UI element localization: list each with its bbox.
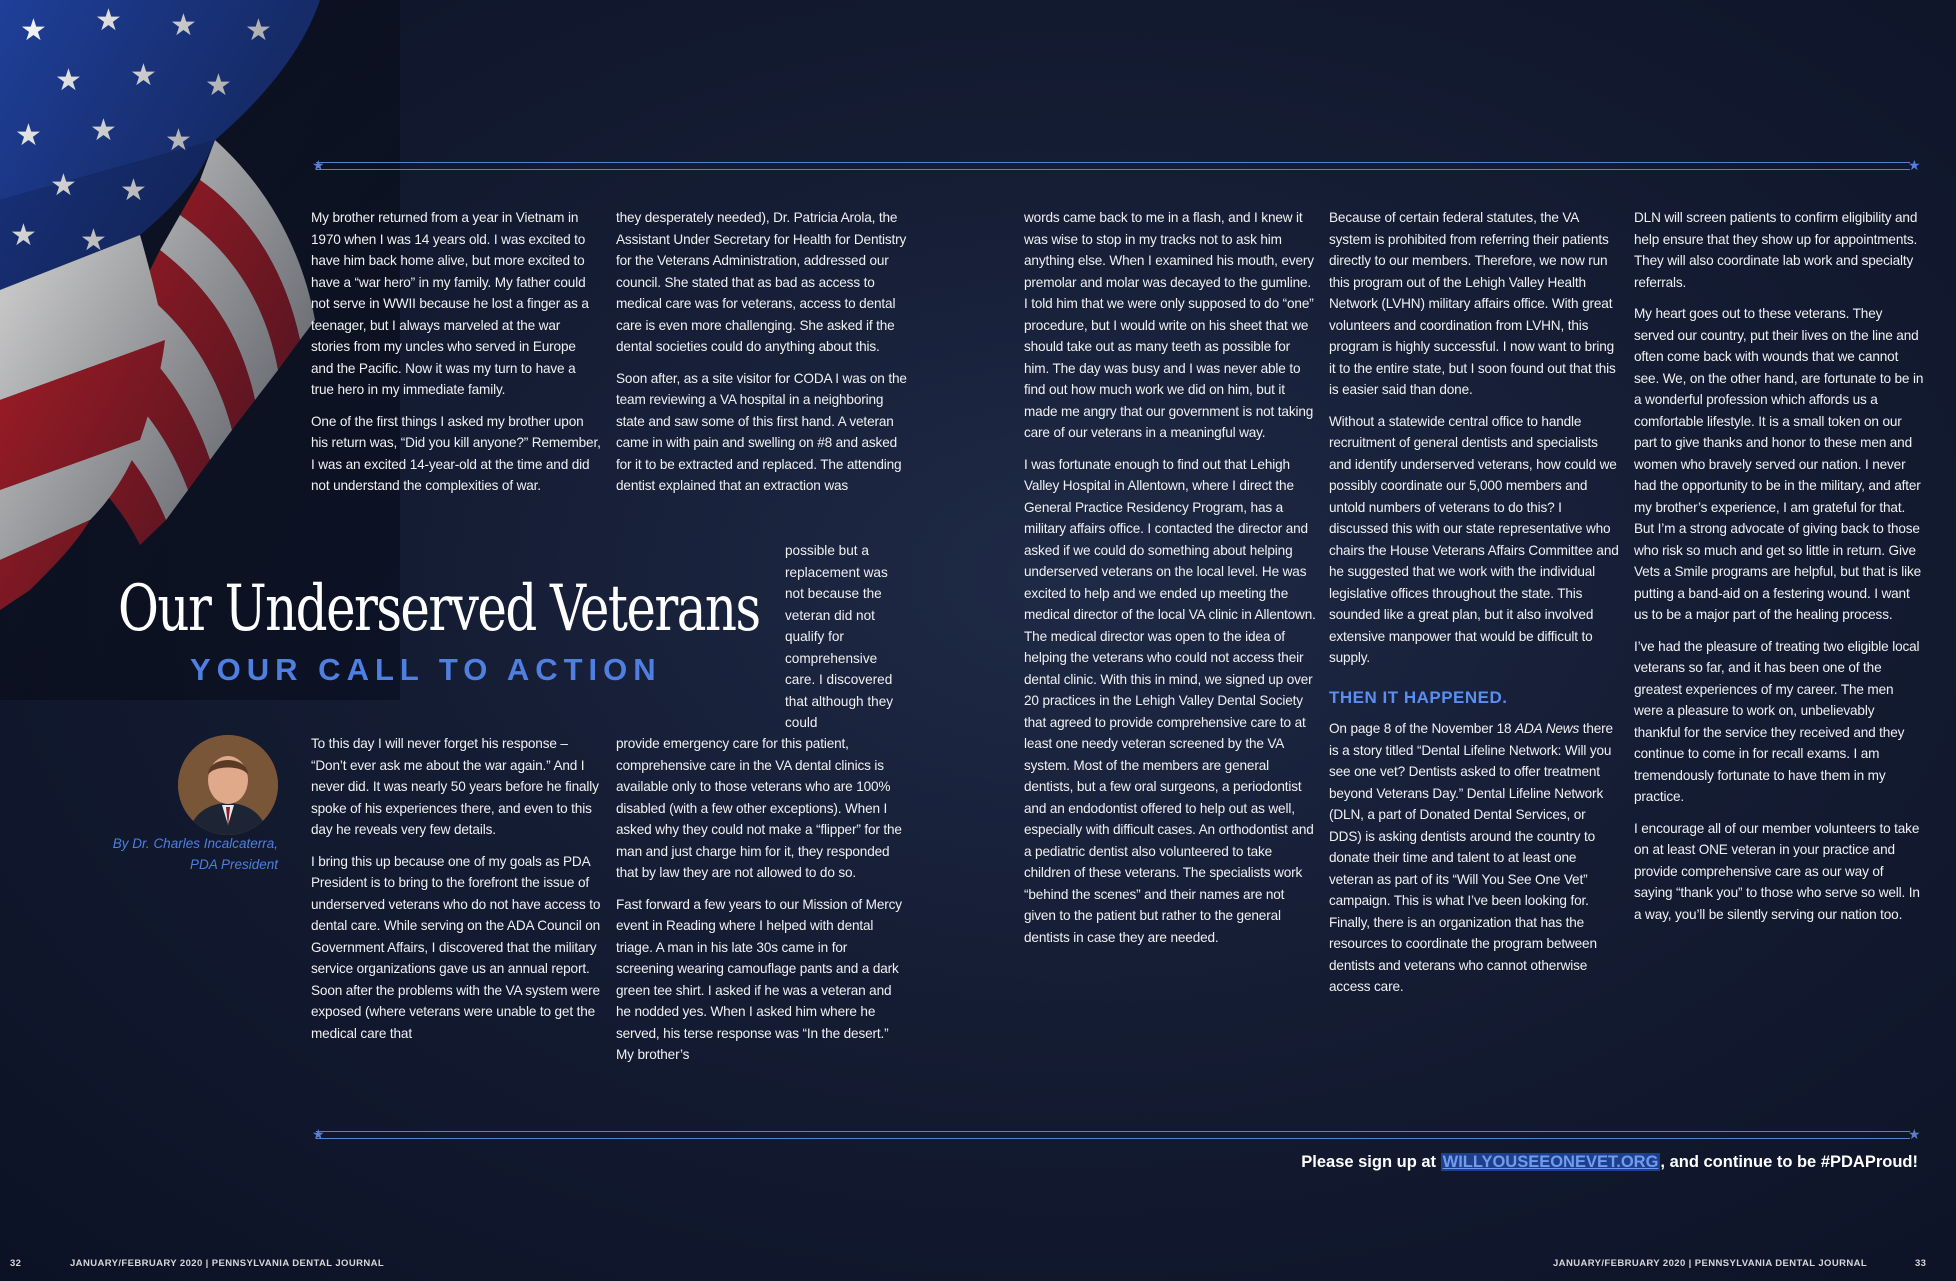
column-2-bottom: [616, 733, 908, 1076]
signup-callout: Please sign up at WILLYOUSEEONEVET.ORG , and continue to be #PDAProud!: [1301, 1153, 1918, 1171]
section-subhead: THEN IT HAPPENED.: [1329, 687, 1508, 707]
article-subtitle: YOUR CALL TO ACTION: [190, 652, 662, 687]
paragraph: Without a statewide central office to handle recruitment of general dentists and specialists and identify underserved veterans, how could we possibly coordinate our 5,000 members and untold numbers of veterans to do this? I discussed this with our state representative who chairs the House Veterans Affairs Committee and he suggested that we work with the individual legislative offices throughout the state. This sounded like a great plan, but it also involved extensive manpower that would be difficult to supply.: [1329, 413, 1619, 665]
byline: [110, 833, 278, 875]
column-2-wrap-text: possible but a replacement was not because the veteran did not qualify for comprehensive care. I discovered that although they could: [785, 543, 894, 730]
page-number-left: 32: [10, 1258, 22, 1269]
article-title: Our Underserved Veterans: [118, 572, 760, 646]
paragraph: I encourage all of our member volunteers to take on at least ONE veteran in your practice and provide comprehensive care as our way of saying “thank you” to those who serve so well. In a way, you’ll be silently serving our nation too.: [1634, 820, 1920, 922]
footer-left: JANUARY/FEBRUARY 2020 | PENNSYLVANIA DENTAL JOURNAL: [70, 1258, 385, 1269]
paragraph: One of the first things I asked my brother upon his return was, “Did you kill anyone?” Remember, I was an excited 14-year-old at the time and did not understand the complexities of war.: [311, 413, 601, 493]
paragraph: My heart goes out to these veterans. They served our country, put their lives on the line and often come back with wounds that we cannot see. We, on the other hand, are fortunate to be in a wonderful profession which affords us a comfortable lifestyle. It is a small token on our part to give thanks and honor to these men and women who bravely served our nation. I never had the opportunity to be in the military, and after my brother’s experience, I am grateful for that. But I’m a strong advocate of giving back to those who risk so much and get so little in return. Give Vets a Smile programs are helpful, but that is like putting a band-aid on a festering wound. I want us to be a major part of the healing process.: [1634, 306, 1924, 622]
top-rule: [316, 162, 1910, 170]
footer-right: JANUARY/FEBRUARY 2020 | PENNSYLVANIA DENTAL JOURNAL: [1553, 1258, 1868, 1269]
paragraph: words came back to me in a flash, and I knew it was wise to stop in my tracks not to ask him anything else. When I examined his mouth, every premolar and molar was decayed to the gumline. I told him that we were only supposed to do “one” procedure, but I would write on his sheet that we should take out as many teeth as possible for him. The day was busy and I was never able to find out how much work we did on him, but it made me angry that our government is not taking care of our veterans in a meaningful way.: [1024, 210, 1314, 440]
paragraph: My brother returned from a year in Vietnam in 1970 when I was 14 years old. I was excited to have him back home alive, but more excited to have a “war hero” in my family. My father could not serve in WWII because he lost a finger as a teenager, but I always marveled at the war stories from my uncles who served in Europe and the Pacific. Now it was my turn to have a true hero in my immediate family.: [311, 210, 589, 397]
paragraph: Soon after, as a site visitor for CODA I was on the team reviewing a VA hospital in a neighboring state and saw some of this first hand. A veteran came in with pain and swelling on #8 and asked for it to be extracted and replaced. The attending dentist explained that an extraction was: [616, 370, 907, 493]
paragraph: provide emergency care for this patient, comprehensive care in the VA dental clinics is available only to those veterans who are 100% disabled (with a few other exceptions). When I asked why they could not make a “flipper” for the man and just charge him for it, they responded that by law they are not allowed to do so.: [616, 736, 902, 880]
paragraph: they desperately needed), Dr. Patricia Arola, the Assistant Under Secretary for Health for Dentistry for the Veterans Administration, addressed our council. She stated that as bad as access to medical care was for veterans, access to dental care is even more challenging. She asked if the dental societies could do anything about this.: [616, 210, 907, 354]
star-icon: ★: [1908, 1126, 1921, 1142]
byline-author: By Dr. Charles Incalcaterra,: [112, 836, 278, 851]
bottom-rule: [316, 1131, 1910, 1139]
column-4: [1329, 207, 1621, 1008]
paragraph: I was fortunate enough to find out that Lehigh Valley Hospital in Allentown, where I direct the General Practice Residency Program, has a military affairs office. I contacted the director and asked if we could do something about helping underserved veterans on the local level. He was excited to help and we ended up meeting the medical director of the local VA clinic in Allentown. The medical director was open to the idea of helping the veterans who could not access their dental clinic. With this in mind, we signed up over 20 practices in the Lehigh Valley Dental Society that agreed to provide comprehensive care to at least one needy veteran screened by the VA system. Most of the members are general dentists, but a few oral surgeons, a periodontist and an endodontist offered to help out as well, especially with difficult cases. An orthodontist and a pediatric dentist also volunteered to take children of these veterans. The specialists work “behind the scenes” and their names are not given to the patient but rather to the general dentists in case they are needed.: [1024, 456, 1316, 945]
column-3: [1024, 207, 1316, 958]
paragraph: I bring this up because one of my goals as PDA President is to bring to the forefront the issue of underserved veterans who do not have access to dental care. While serving on the ADA Council on Government Affairs, I discovered that the military service organizations gave us an annual report. Soon after the problems with the VA system were exposed (where veterans were unable to get the medical care that: [311, 853, 601, 1041]
author-portrait: [178, 735, 278, 835]
column-2-top: [616, 207, 908, 507]
star-icon: ★: [312, 157, 325, 173]
paragraph: I’ve had the pleasure of treating two eligible local veterans so far, and it has been one of the greatest experiences of my career. The men were a pleasure to work on, unbelievably thankful for the service they received and they continue to come in for recall exams. I am tremendously fortunate to have them in my practice.: [1634, 638, 1920, 804]
byline-role: PDA President: [189, 857, 278, 872]
page-number-right: 33: [1915, 1258, 1927, 1269]
paragraph: Because of certain federal statutes, the VA system is prohibited from referring their patients directly to our members. Therefore, we now run this program out of the Lehigh Valley Health Network (LVHN) military affairs office. With great volunteers and coordination from LVHN, this program is highly successful. I now want to bring it to the entire state, but I soon found out that this is easier said than done.: [1329, 210, 1616, 397]
column-1-bottom: [311, 733, 601, 1054]
paragraph: On page 8 of the November 18 ADA News there is a story titled “Dental Lifeline Network: Will you see one vet? Dentists asked to offer treatment beyond Veterans Day.” Dental Lifeline Network (DLN, a part of Donated Dental Services, or DDS) is asking dentists around the country to donate their time and talent to at least one veteran as part of its “Will You See One Vet” campaign. This is what I’ve been looking for. Finally, there is an organization that has the resources to coordinate the program between dentists and veterans who cannot otherwise access care.: [1329, 721, 1613, 994]
column-5: [1634, 207, 1924, 935]
star-icon: ★: [1908, 157, 1921, 173]
column-1-top: [311, 207, 601, 507]
publication-name: ADA News: [1515, 721, 1580, 736]
star-icon: ★: [312, 1126, 325, 1142]
signup-link[interactable]: WILLYOUSEEONEVET.ORG: [1442, 1153, 1659, 1171]
paragraph: DLN will screen patients to confirm eligibility and help ensure that they show up for appointments. They will also coordinate lab work and specialty referrals.: [1634, 210, 1918, 290]
paragraph: Fast forward a few years to our Mission of Mercy event in Reading where I helped with dental triage. A man in his late 30s came in for screening wearing camouflage pants and a dark green tee shirt. I asked if he was a veteran and he nodded yes. When I asked him where he served, his terse response was “In the desert.” My brother’s: [616, 896, 902, 1062]
paragraph: To this day I will never forget his response – “Don’t ever ask me about the war again.” And I never did. It was nearly 50 years before he finally spoke of his experiences there, and even to this day he reveals very few details.: [311, 736, 599, 837]
